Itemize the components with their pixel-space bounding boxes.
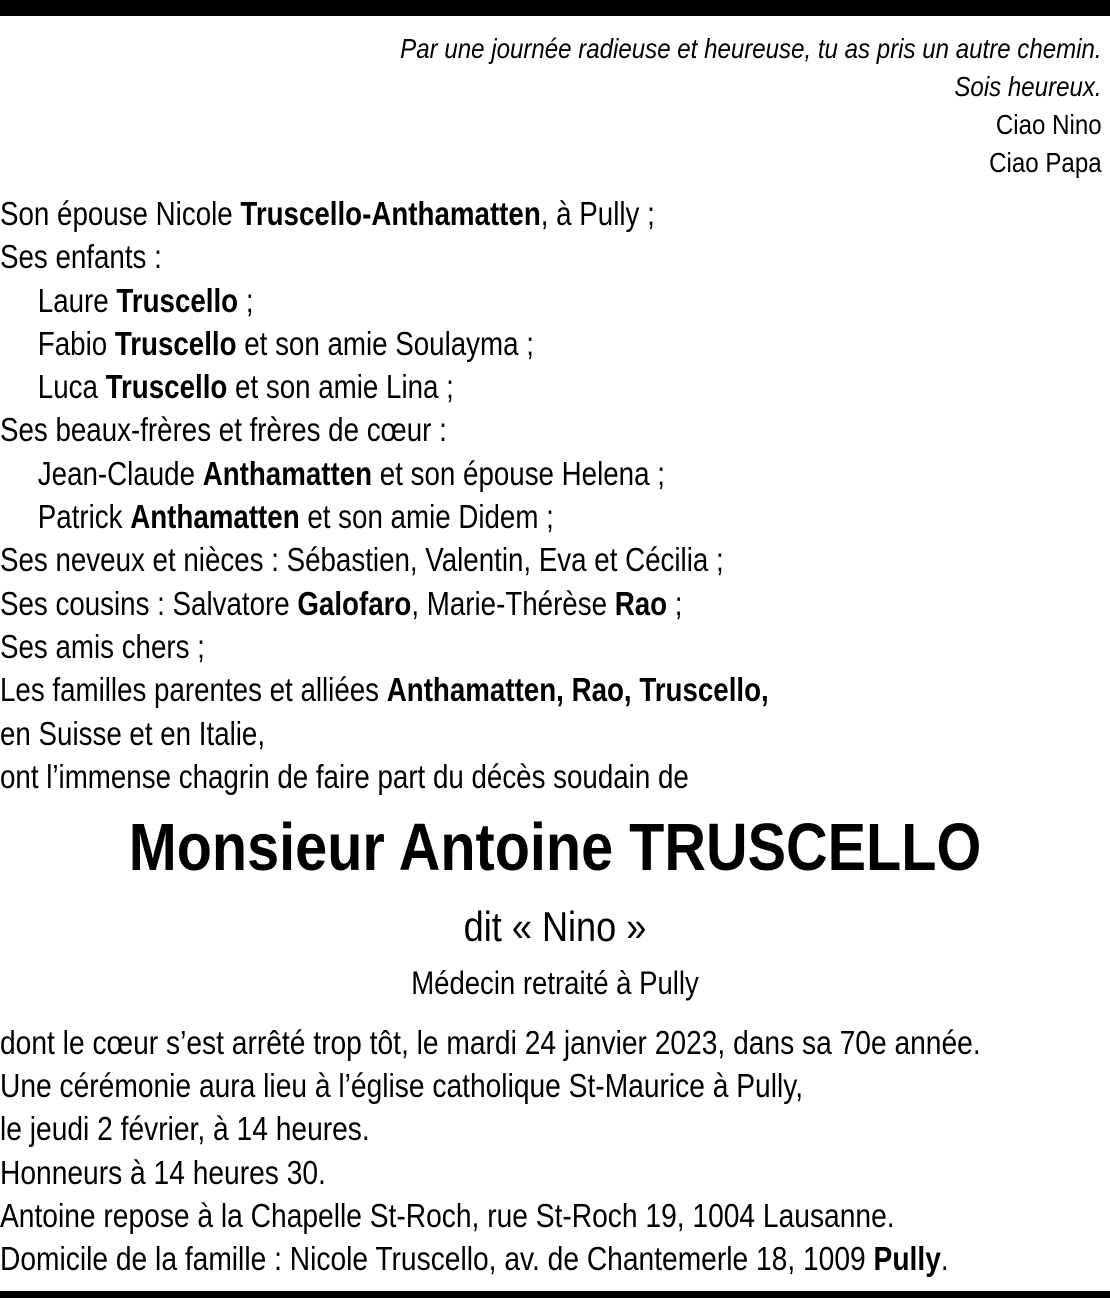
deceased-name: Monsieur Antoine TRUSCELLO	[128, 810, 982, 885]
child-line: Luca Truscello et son amie Lina ;	[37, 368, 454, 406]
top-rule	[0, 0, 1110, 16]
child-line: Fabio Truscello et son amie Soulayma ;	[37, 324, 534, 362]
deceased-nickname: dit « Nino »	[463, 903, 647, 950]
children-heading: Ses enfants :	[0, 238, 162, 276]
death-line: dont le cœur s’est arrêté trop tôt, le mardi 24 janvier 2023, dans sa 70e année.	[0, 1024, 981, 1061]
epigraph-line: Ciao Nino	[996, 109, 1102, 140]
repose-line: Antoine repose à la Chapelle St-Roch, rue St-Roch 19, 1004 Lausanne.	[0, 1196, 895, 1234]
inlaw-line: Patrick Anthamatten et son amie Didem ;	[37, 498, 554, 536]
epigraph-line: Par une journée radieuse et heureuse, tu as pris un autre chemin.	[400, 33, 1102, 64]
epigraph	[401, 30, 1102, 182]
honours-line: Honneurs à 14 heures 30.	[0, 1153, 326, 1191]
funeral-details	[0, 1021, 1110, 1280]
family-list	[0, 192, 1084, 798]
nephews-line: Ses neveux et nièces : Sébastien, Valentin, Eva et Cécilia ;	[0, 541, 724, 579]
domicile-line: Domicile de la famille : Nicole Truscello, av. de Chantemerle 18, 1009 Pully.	[0, 1240, 949, 1278]
spouse-line: Son épouse Nicole Truscello-Anthamatten, à Pully ;	[0, 195, 655, 232]
friends-line: Ses amis chers ;	[0, 627, 205, 665]
inlaws-heading: Ses beaux-frères et frères de cœur :	[0, 411, 447, 449]
ceremony-date-line: le jeudi 2 février, à 14 heures.	[0, 1110, 370, 1148]
inlaw-line: Jean-Claude Anthamatten et son épouse Helena ;	[37, 454, 665, 492]
child-line: Laure Truscello ;	[37, 281, 254, 319]
families-line: Les familles parentes et alliées Anthamatten, Rao, Truscello,	[0, 671, 769, 709]
countries-line: en Suisse et en Italie,	[0, 714, 266, 752]
epigraph-line: Ciao Papa	[989, 147, 1102, 178]
deceased-profession: Médecin retraité à Pully	[411, 965, 699, 1001]
announcement-line: ont l’immense chagrin de faire part du décès soudain de	[0, 757, 689, 795]
bottom-rule	[0, 1291, 1110, 1298]
epigraph-line: Sois heureux.	[954, 71, 1102, 102]
ceremony-line: Une cérémonie aura lieu à l’église catholique St-Maurice à Pully,	[0, 1067, 804, 1105]
cousins-line: Ses cousins : Salvatore Galofaro, Marie-Thérèse Rao ;	[0, 584, 683, 622]
